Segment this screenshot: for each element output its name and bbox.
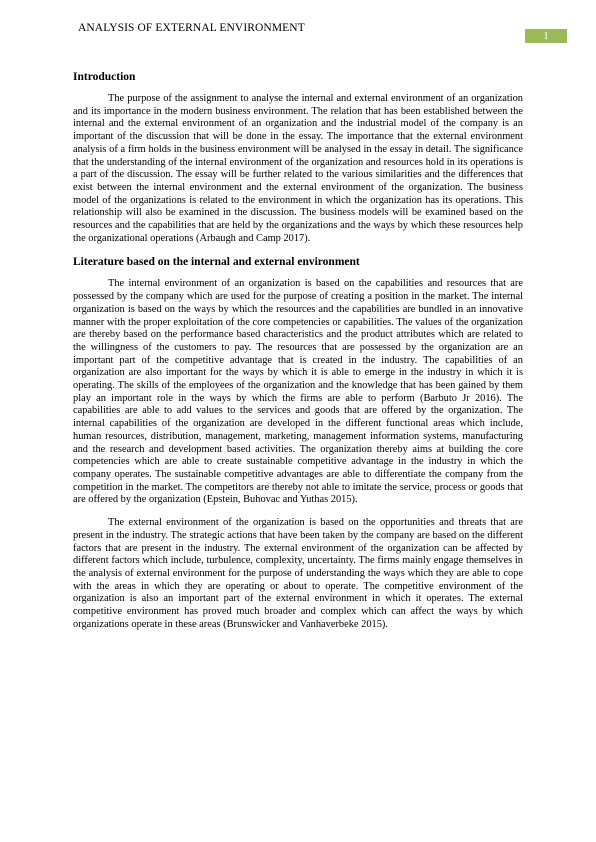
paragraph: The external environment of the organization is based on the opportunities and threats that are present in the industry. The strategic actions that have been taken by the company are based on the different factors that are present in the industry. The external environment of the organization can be affected by different factors which include, turbulence, complexity, uncertainty. The firms mainly engage themselves in the analysis of external environment for the purpose of understanding the ways which they are able to cope with the areas in which they are operating or about to operate. The competitive environment of the organization is also an important part of the external environment in which it operates. The external competitive environment has proved much broader and complex which can affect the ways by which organizations operate in these areas (Brunswicker and Vanhaverbeke 2015). <box>73 517 523 630</box>
introduction-section <box>73 70 523 245</box>
running-header-title: ANALYSIS OF EXTERNAL ENVIRONMENT <box>78 22 305 34</box>
page-number-badge: 1 <box>525 29 567 43</box>
section-heading-literature: Literature based on the internal and external environment <box>73 256 360 269</box>
paragraph: The purpose of the assignment to analyse the internal and external environment of an organization and its importance in the modern business environment. The relation that has been established between the internal and the external environment of an organization and the industrial model of the company is an important of the discussion that will be done in the essay. The importance that the external environment analysis of a firm holds in the business environment will be analysed in the essay in detail. The significance that the understanding of the internal environment of the organization and resources hold in its operations is a part of the discussion. The essay will be further related to the various similarities and the differences that exist between the internal environment and the external environment of the organization. The business model of the organizations is related to the environment in which the organization has its operations. This relationship will also be examined in the discussion. The business models will be examined based on the resources and the capabilities that are held by the organizations and the ways by which these resources help the organizational operations (Arbaugh and Camp 2017). <box>73 93 523 244</box>
paragraph: The internal environment of an organization is based on the capabilities and resources that are possessed by the company which are used for the purpose of creating a position in the market. The internal organization is based on the ways by which the resources and the capabilities are bundled in an innovative manner with the proper exploitation of the core competencies or capabilities. The values of the organization are thereby based on the performance based characteristics and the product attributes which are related to the willingness of the customers to pay. The resources that are possessed by the organization are an important part of the competitive advantage that is created in the industry. The capabilities of an organization are also important for the ways by which it is able to emerge in the industry in which it is operating. The skills of the employees of the organization and the knowledge that has been gained by them play an important role in the ways by which the firms are able to perform (Barbuto Jr 2016). The capabilities are able to add values to the services and goods that are offered by the organization. The internal capabilities of the organization are developed in the different functional areas which include, human resources, distribution, management, marketing, management information systems, manufacturing and the research and development based activities. The organization thereby aims at building the core competencies which are able to create sustainable competitive advantage in the industry in which the company operates. The sustainable competitive advantages are able to differentiate the company from the competition in the market. The competitors are thereby not able to imitate the service, process or goods that are offered by the organization (Epstein, Buhovac and Yuthas 2015). <box>73 278 523 506</box>
literature-section <box>73 255 523 631</box>
section-heading-introduction: Introduction <box>73 71 136 83</box>
document-body <box>73 70 523 641</box>
